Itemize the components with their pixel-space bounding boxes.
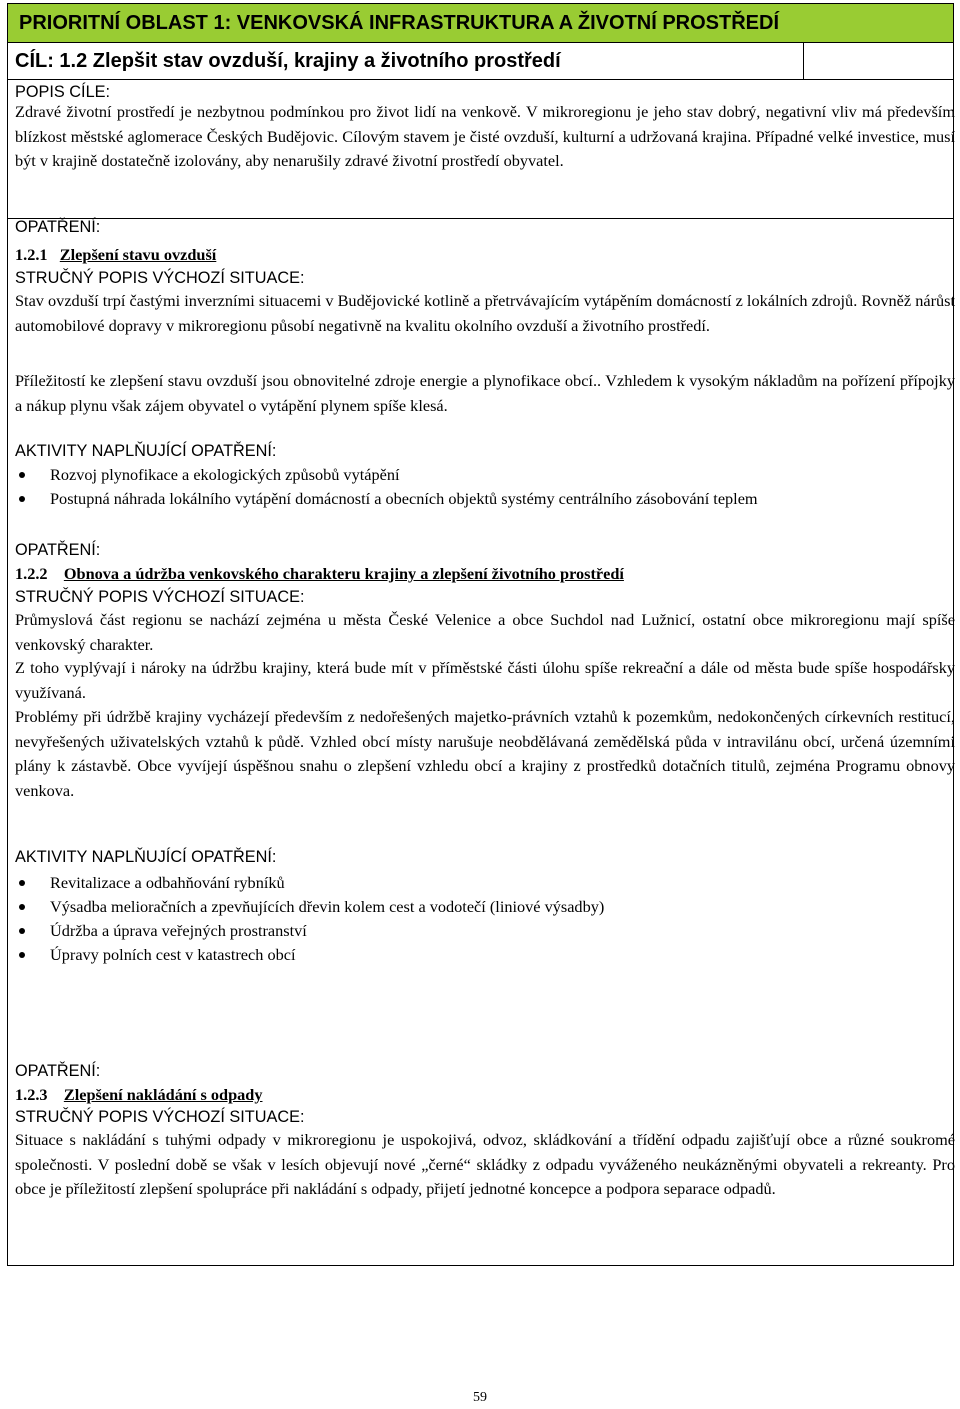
activity-item: Postupná náhrada lokálního vytápění domácností a obecních objektů systémy centrálního zásobování teplem [15,487,758,511]
situation-label: STRUČNÝ POPIS VÝCHOZÍ SITUACE: [15,588,305,606]
activities-label: AKTIVITY NAPLŇUJÍCÍ OPATŘENÍ: [15,442,277,460]
measure-number: 1.2.3 [15,1085,48,1104]
situation-paragraph: Situace s nakládání s tuhými odpady v mikroregionu je uspokojivá, odvoz, skládkování a třídění odpadu zajišťují obce a různé soukromé společnosti. V poslední době se však v lesích objevují nové „černé“ skládky z odpadu vyváženého neukázněnými obyvateli a rekreanty. Pro obce je příležitostí zlepšení spolupráce při nakládání s odpady, přijetí jednotné koncepce a podpora separace odpadů. [15,1130,955,1198]
measure-number: 1.2.1 [15,245,48,264]
activity-item: Údržba a úprava veřejných prostranství [15,919,604,943]
activity-item: Revitalizace a odbahňování rybníků [15,871,604,895]
measure-heading [15,564,624,584]
goal-empty-cell [804,43,953,79]
activities-list [15,463,758,511]
measure-heading [15,1085,262,1105]
measure-number: 1.2.2 [15,564,48,583]
activity-item: Úpravy polních cest v katastrech obcí [15,943,604,967]
goal-description-label: POPIS CÍLE: [15,83,111,101]
activity-item: Výsadba melioračních a zpevňujících dřevin kolem cest a vodotečí (liniové výsadby) [15,895,604,919]
situation-label: STRUČNÝ POPIS VÝCHOZÍ SITUACE: [15,269,305,287]
situation-label: STRUČNÝ POPIS VÝCHOZÍ SITUACE: [15,1108,305,1126]
measure-label: OPATŘENÍ: [15,1062,101,1080]
priority-area-title: PRIORITNÍ OBLAST 1: VENKOVSKÁ INFRASTRUKTURA A ŽIVOTNÍ PROSTŘEDÍ [19,11,780,34]
goal-description-text: Zdravé životní prostředí je nezbytnou podmínkou pro život lidí na venkově. V mikroregionu je jeho stav dobrý, negativní vliv má především blízkost městské aglomerace Českých Budějovic. Cílovým stavem je čisté ovzduší, kulturní a udržovaná krajina. Případné velké investice, musí být v krajině dostatečně izolovány, aby nenarušily zdravé životní prostředí obyvatel. [15,102,955,170]
measure-label: OPATŘENÍ: [15,218,101,236]
measure-title: Zlepšení stavu ovzduší [59,245,217,264]
measure-title: Zlepšení nakládání s odpady [63,1085,263,1104]
measure-heading [15,245,216,265]
situation-paragraph: Příležitostí ke zlepšení stavu ovzduší jsou obnovitelné zdroje energie a plynofikace obcí.. Vzhledem k vysokým nákladům na pořízení přípojky a nákup plynu však zájem obyvatel o vytápění plynem spíše klesá. [15,371,955,415]
activities-label: AKTIVITY NAPLŇUJÍCÍ OPATŘENÍ: [15,848,277,866]
situation-paragraph: Problémy při údržbě krajiny vycházejí především z nedořešených majetko-právních vztahů k pozemkům, nedokončených církevních restitucí, nevyřešených uživatelských vztahů k půdě. Vzhled obcí místy narušuje neobdělávaná zemědělská půda v intravilánu obcí, určená územními plány k zástavbě. Obce vyvíjejí úspěšnou snahu o zlepšení vzhledu obcí a krajiny z prostředků dotačních titulů, zejména Programu obnovy venkova. [15,707,955,800]
goal-title: CÍL: 1.2 Zlepšit stav ovzduší, krajiny a životního prostředí [8,43,804,79]
measure-label: OPATŘENÍ: [15,541,101,559]
activities-list [15,871,604,967]
situation-paragraph: Stav ovzduší trpí častými inverzními situacemi v Budějovické kotlině a přetrvávajícím vytápěním domácností z lokálních zdrojů. Rovněž nárůst automobilové dopravy v mikroregionu působí negativně na kvalitu okolního ovzduší a životního prostředí. [15,291,955,335]
page-number: 59 [473,1390,487,1405]
priority-area-header [7,3,954,43]
situation-paragraph: Průmyslová část regionu se nachází zejména u města České Velenice a obce Suchdol nad Lužnicí, ostatní obce mikroregionu mají spíše venkovský charakter. [15,610,955,654]
measure-title: Obnova a údržba venkovského charakteru krajiny a zlepšení životního prostředí [63,564,624,583]
goal-row [7,43,954,80]
situation-paragraph: Z toho vyplývají i nároky na údržbu krajiny, která bude mít v příměstské části úlohu spíše rekreační a dále od města bude spíše hospodářsky využívaná. [15,658,955,702]
activity-item: Rozvoj plynofikace a ekologických způsobů vytápění [15,463,758,487]
goal-description-block [7,79,954,219]
measures-block [7,219,954,1266]
